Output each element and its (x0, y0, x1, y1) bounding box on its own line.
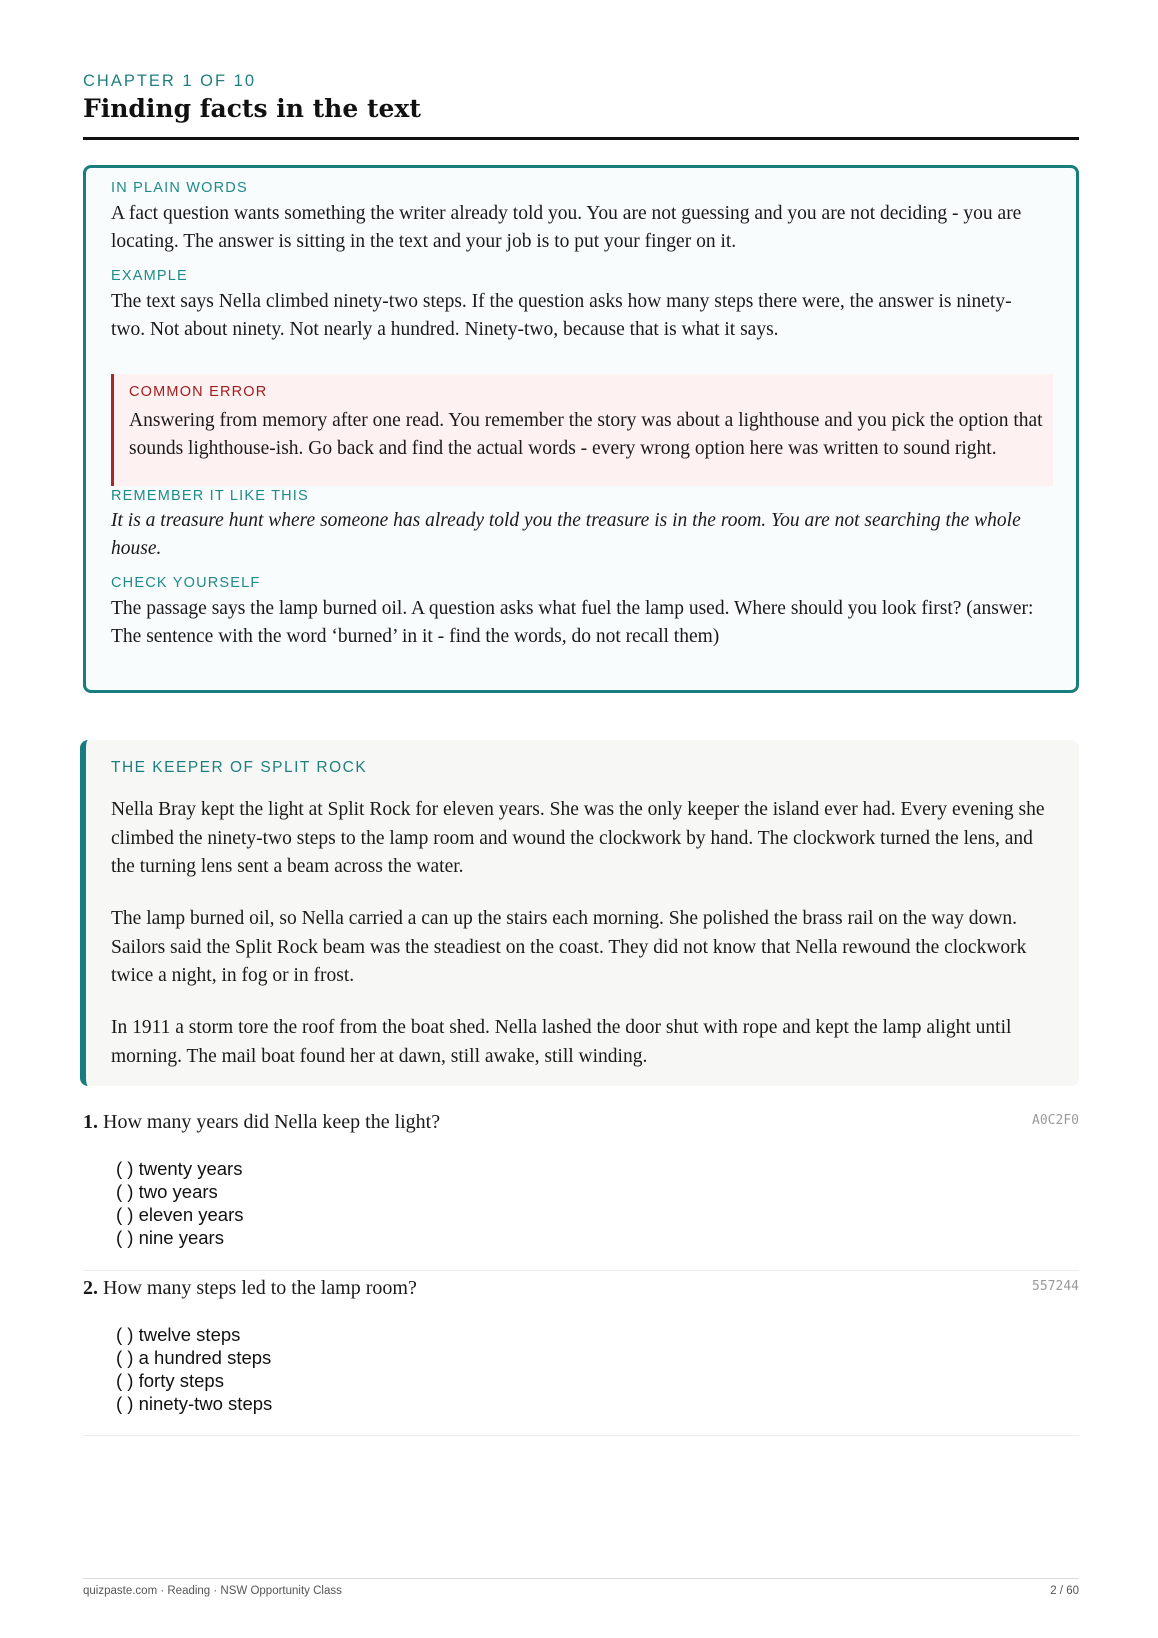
question-divider (83, 1270, 1079, 1271)
answer-option[interactable]: ( ) forty steps (116, 1370, 224, 1391)
concept-explainer-box (83, 165, 1079, 693)
reading-passage (80, 740, 1079, 1086)
question-code: A0C2F0 (1032, 1113, 1079, 1128)
passage-paragraph: In 1911 a storm tore the roof from the boat shed. Nella lashed the door shut with rope and kept the lamp alight until morning. The mail boat found her at dawn, still awake, still winding. (111, 1017, 1012, 1067)
question-code: 557244 (1032, 1279, 1079, 1294)
common-error-callout (111, 374, 1053, 486)
answer-option[interactable]: ( ) a hundred steps (116, 1347, 272, 1368)
answer-options (116, 1157, 244, 1249)
plain-words-label: IN PLAIN WORDS (111, 180, 248, 196)
question-text (83, 1111, 440, 1134)
passage-paragraph: Nella Bray kept the light at Split Rock for eleven years. She was the only keeper the island ever had. Every evening she climbed the ninety-two steps to the lamp room and wound the clockwork by hand. The clockwork turned the lens, and the turning lens sent a beam across the water. (111, 799, 1045, 877)
check-yourself-text: The passage says the lamp burned oil. A question asks what fuel the lamp used. Where should you look first? (answer: The sentence with the word ‘burned’ in it - find the words, do not recall them) (111, 598, 1034, 647)
check-yourself-label: CHECK YOURSELF (111, 575, 261, 591)
chapter-label: CHAPTER 1 OF 10 (83, 72, 257, 90)
plain-words-text: A fact question wants something the writer already told you. You are not guessing and you are not deciding - you are locating. The answer is sitting in the text and your job is to put your finger on it. (111, 203, 1022, 252)
common-error-text: Answering from memory after one read. You remember the story was about a lighthouse and you pick the option that sounds lighthouse-ish. Go back and find the actual words - every wrong option here was written to sound right. (129, 410, 1043, 459)
answer-options (116, 1323, 272, 1415)
page-title: Finding facts in the text (83, 94, 421, 123)
question-prompt: How many steps led to the lamp room? (103, 1277, 417, 1299)
page-number: 2 / 60 (1050, 1585, 1079, 1597)
answer-option[interactable]: ( ) nine years (116, 1227, 224, 1248)
answer-option[interactable]: ( ) two years (116, 1181, 218, 1202)
title-divider (83, 137, 1079, 140)
footer-divider (83, 1578, 1079, 1579)
answer-option[interactable]: ( ) eleven years (116, 1204, 244, 1225)
common-error-label: COMMON ERROR (129, 384, 268, 400)
example-label: EXAMPLE (111, 268, 188, 284)
remember-label: REMEMBER IT LIKE THIS (111, 488, 309, 504)
question-prompt: How many years did Nella keep the light? (103, 1111, 441, 1133)
passage-title: THE KEEPER OF SPLIT ROCK (111, 759, 368, 776)
question-number: 2. (83, 1277, 98, 1299)
answer-option[interactable]: ( ) ninety-two steps (116, 1393, 273, 1414)
passage-paragraph: The lamp burned oil, so Nella carried a can up the stairs each morning. She polished the brass rail on the way down. Sailors said the Split Rock beam was the steadiest on the coast. They did not know that Nella rewound the clockwork twice a night, in fog or in frost. (111, 908, 1027, 986)
footer-source: quizpaste.com · Reading · NSW Opportunity Class (83, 1585, 342, 1597)
example-text: The text says Nella climbed ninety-two steps. If the question asks how many steps there were, the answer is ninety-two. Not about ninety. Not nearly a hundred. Ninety-two, because that is what it says. (111, 291, 1012, 340)
answer-option[interactable]: ( ) twenty years (116, 1158, 243, 1179)
question-number: 1. (83, 1111, 98, 1133)
answer-option[interactable]: ( ) twelve steps (116, 1324, 241, 1345)
question-divider (83, 1435, 1079, 1436)
question-text (83, 1277, 417, 1300)
remember-text: It is a treasure hunt where someone has already told you the treasure is in the room. You are not searching the whole house. (111, 510, 1021, 559)
